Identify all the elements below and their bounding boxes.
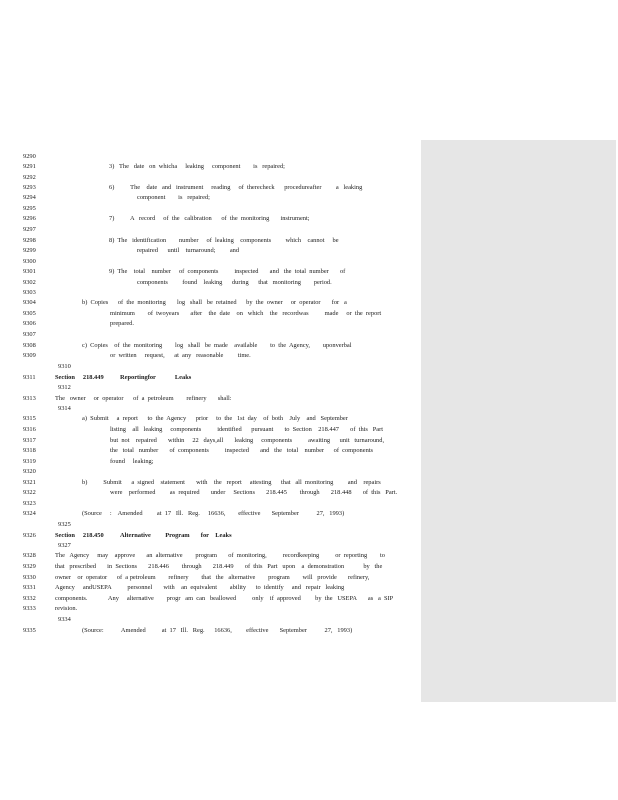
line-number: 9319 [23, 458, 36, 465]
line-number: 9290 [23, 153, 36, 160]
line-number: 9311 [23, 374, 36, 381]
line-number: 9291 [23, 163, 36, 170]
section-number: Section 218.449 [55, 374, 104, 381]
line-number: 9299 [23, 247, 36, 254]
paragraph-continued: components. Any alternative progr am can beallowed only if approved by the USEPA as a SIP [55, 595, 394, 602]
section-heading: Reportingfor Leaks [120, 374, 192, 381]
paragraph-b: b) Submit a signed statement with the report attesting that all monitoring and repairs [82, 479, 381, 486]
line-number: 9328 [23, 552, 36, 559]
line-number: 9326 [23, 532, 36, 539]
line-number: 9293 [23, 184, 36, 191]
line-number: 9323 [23, 500, 36, 507]
line-number: 9316 [23, 426, 36, 433]
line-number: 9333 [23, 605, 36, 612]
line-number: 9318 [23, 447, 36, 454]
line-number: 9292 [23, 174, 36, 181]
line-number: 9313 [23, 395, 36, 402]
line-number: 9300 [23, 258, 36, 265]
paragraph: The Agency may approve an alternative program of monitoring, recordkeeping or reporting to [55, 552, 385, 559]
inline-line-number: 9325 [58, 521, 71, 528]
list-item-8: 8) The identification number of leaking components which cannot be [109, 237, 339, 244]
line-number: 9332 [23, 595, 36, 602]
paragraph-a-continued: the total number of components inspected and the total number of components [110, 447, 374, 454]
line-number: 9329 [23, 563, 36, 570]
paragraph-continued: Agency andUSEPA personnel with an equivalent ability to identify and repair leaking [55, 584, 345, 591]
list-item-6-continued: component is repaired; [137, 194, 210, 201]
paragraph-a-continued: found leaking; [110, 458, 154, 465]
line-number: 9335 [23, 627, 36, 634]
line-number: 9304 [23, 299, 36, 306]
source-note: (Source : Amended at 17 Ill. Reg. 16636, effective September 27, 1993) [82, 510, 345, 517]
line-number: 9296 [23, 215, 36, 222]
line-number: 9302 [23, 279, 36, 286]
paragraph-continued: that prescribed in Sections 218.446 through 218.449 of this Part upon a demonstration by the [55, 563, 383, 570]
paragraph-b-continued: were performed as required under Sections 218.445 through 218.448 of this Part. [110, 489, 398, 496]
line-number: 9301 [23, 268, 36, 275]
line-number: 9295 [23, 205, 36, 212]
inline-line-number: 9312 [58, 384, 71, 391]
list-item-9-continued: components found leaking during that monitoring period. [137, 279, 332, 286]
list-item-8-continued: repaired until turnaround; and [137, 247, 240, 254]
list-item-7: 7) A record of the calibration of the monitoring instrument; [109, 215, 310, 222]
paragraph-b: b) Copies of the monitoring log shall be retained by the owner or operator for a [82, 299, 347, 306]
section-heading: Alternative Program for Leaks [120, 532, 232, 539]
list-item-6: 6) The date and instrument reading of therecheck procedureafter a leaking [109, 184, 363, 191]
line-number: 9298 [23, 237, 36, 244]
list-item-3: 3) The date on whicha leaking component is repaired; [109, 163, 285, 170]
paragraph-continued: revision. [55, 605, 78, 612]
line-number: 9307 [23, 331, 36, 338]
inline-line-number: 9327 [58, 542, 71, 549]
line-number: 9303 [23, 289, 36, 296]
paragraph: The owner or operator of a petroleum refinery shall: [55, 395, 232, 402]
section-number: Section 218.450 [55, 532, 104, 539]
line-number: 9317 [23, 437, 36, 444]
line-number: 9321 [23, 479, 36, 486]
line-number: 9330 [23, 574, 36, 581]
comment-pane [421, 140, 616, 702]
paragraph-continued: owner or operator of a petroleum refinery that the alternative program will provide refinery, [55, 574, 370, 581]
paragraph-b-continued: minimum of twoyears after the date on which the recordwas made or the report [110, 310, 382, 317]
inline-line-number: 9310 [58, 363, 71, 370]
line-number: 9324 [23, 510, 36, 517]
inline-line-number: 9314 [58, 405, 71, 412]
line-number: 9322 [23, 489, 36, 496]
paragraph-c-continued: or written request, at any reasonable time. [110, 352, 251, 359]
line-number: 9331 [23, 584, 36, 591]
paragraph-c: c) Copies of the monitoring log shall be made available to the Agency, uponverbal [82, 342, 352, 349]
line-number: 9294 [23, 194, 36, 201]
paragraph-a-continued: but not repaired within 22 days,all leaking components awaiting unit turnaround, [110, 437, 385, 444]
line-number: 9305 [23, 310, 36, 317]
paragraph-a: a) Submit a report to the Agency prior to the 1st day of both July and September [82, 415, 348, 422]
line-number: 9306 [23, 320, 36, 327]
source-note: (Source: Amended at 17 Ill. Reg. 16636, effective September 27, 1993) [82, 627, 353, 634]
list-item-9: 9) The total number of components inspected and the total number of [109, 268, 346, 275]
paragraph-a-continued: listing all leaking components identified pursuant to Section 218.447 of this Part [110, 426, 383, 433]
line-number: 9308 [23, 342, 36, 349]
line-number: 9315 [23, 415, 36, 422]
inline-line-number: 9334 [58, 616, 71, 623]
line-number: 9297 [23, 226, 36, 233]
line-number: 9320 [23, 468, 36, 475]
line-number: 9309 [23, 352, 36, 359]
paragraph-b-continued: prepared. [110, 320, 134, 327]
